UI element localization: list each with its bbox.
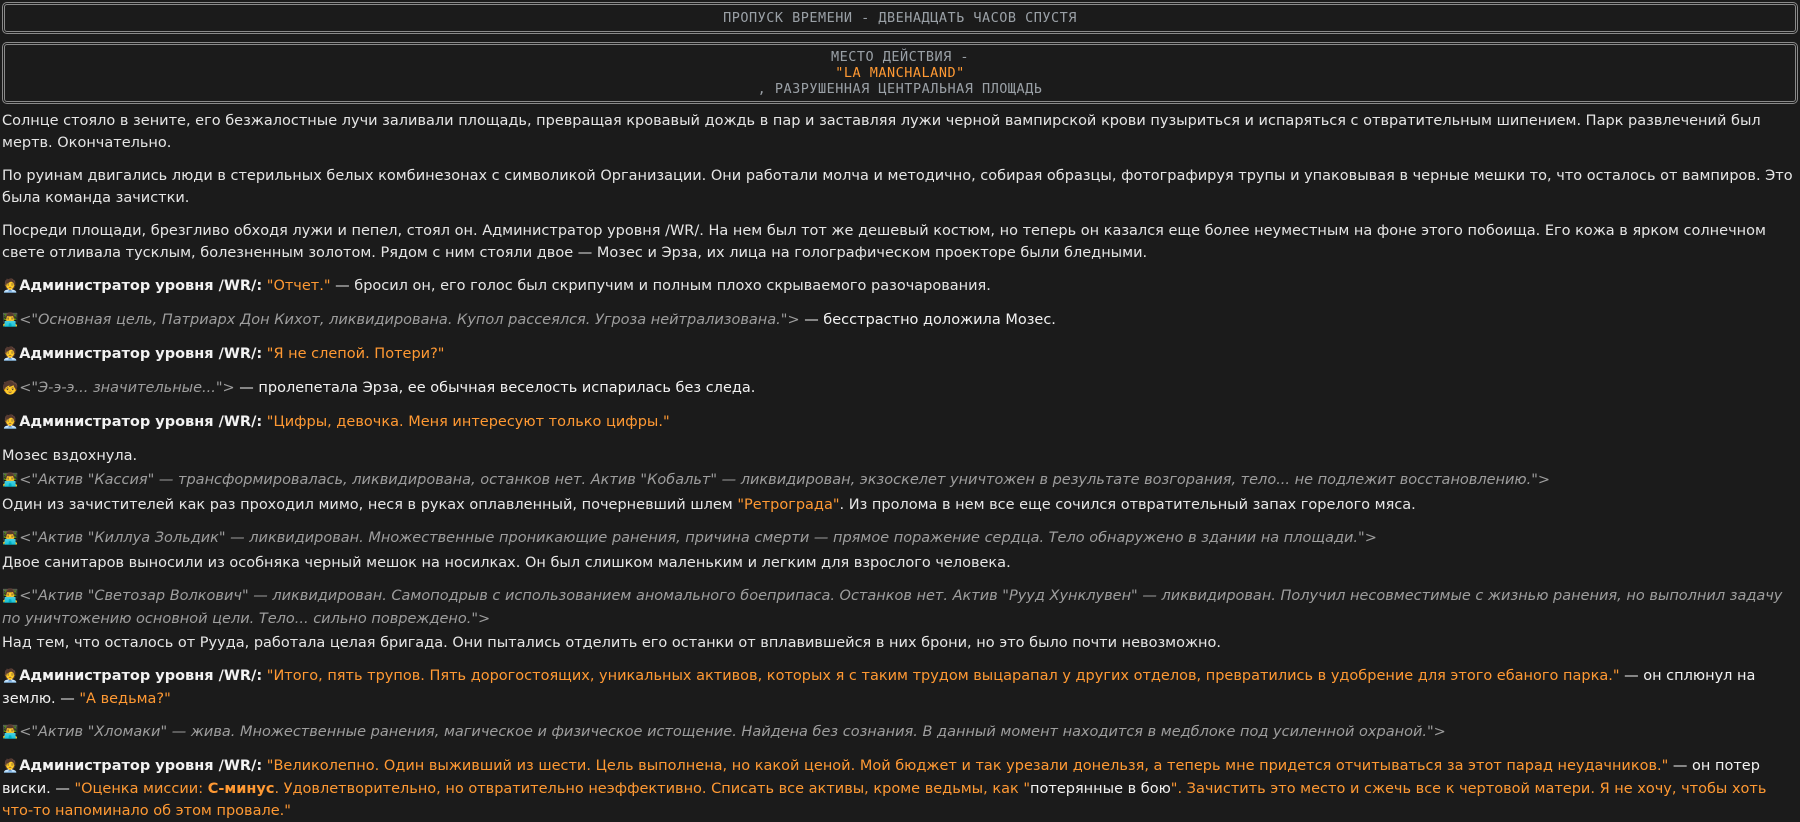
moses-quote: <"Актив "Кассия" — трансформировалась, ликвидирована, останков нет. Актив "Кобальт" — ликвидирован, экзоскелет уничтожен в результате возгорания, тело... не подлежит восстановлению."> [19,472,1551,488]
moses-quote: <"Актив "Хломаки" — жива. Множественные ранения, магическое и физическое истощение. Найдена без сознания. В данный момент находится в медблоке под усиленной охраной."> [19,724,1446,740]
admin-icon: 🧑‍💼 [2,347,19,362]
moses-icon: 👨‍💻 [2,531,19,546]
moses-icon: 👨‍💻 [2,473,19,488]
admin-quote: "А ведьма?" [79,691,171,707]
moses-quote: <"Основная цель, Патриарх Дон Кихот, ликвидирована. Купол рассеялся. Угроза нейтрализована."> [19,312,800,328]
narration: . Из пролома в нем все еще сочился отвратительный запах горелого мяса. [839,497,1416,513]
dialogue-admin-4 [2,665,1798,710]
speaker-admin: Администратор уровня /WR/: [19,278,263,294]
moses-icon: 👨‍💻 [2,725,19,740]
helmet-name: "Ретроградa" [737,497,840,513]
dialogue-moses-5 [2,721,1798,744]
location-prefix: МЕСТО ДЕЙСТВИЯ - [830,49,970,65]
paragraph-1: Солнце стояло в зените, его безжалостные лучи заливали площадь, превращая кровавый дождь в пар и заставляя лужи черной вампирской крови пузыриться и испаряться с отвратительным шипением. Парк развлечений был мертв. Окончательно. [2,113,1761,151]
dialogue-moses-2 [2,469,1798,492]
dialogue-moses-1 [2,309,1798,332]
speaker-admin: Администратор уровня /WR/: [19,758,263,774]
dialogue-admin-2 [2,343,1798,366]
location-suffix: , РАЗРУШЕННАЯ ЦЕНТРАЛЬНАЯ ПЛОЩАДЬ [757,81,1043,97]
moses-quote: <"Актив "Светозар Волкович" — ликвидирован. Самоподрыв с использованием аномального боеприпаса. Останков нет. Актив "Рууд Хунклувен" — ликвидирован. Получил несовместимые с жизнью ранения, но выполнил задачу по уничтожению основной цели. Тело... сильно повреждено."> [2,588,1783,627]
paragraph-5 [2,494,1798,516]
narration: — пролепетала Эрза, ее обычная веселость испарилась без следа. [234,380,756,396]
moses-icon: 👨‍💻 [2,589,19,604]
admin-icon: 🧑‍💼 [2,759,19,774]
admin-quote: "Итого, пять трупов. Пять дорогостоящих, уникальных активов, которых я с таким трудом выцарапал у других отделов, превратились в удобрение для этого ебаного парка." [266,668,1620,684]
paragraph-6: Двое санитаров выносили из особняка черный мешок на носилках. Он был слишком маленьким и легким для взрослого человека. [2,555,1011,571]
admin-icon: 🧑‍💼 [2,415,19,430]
dialogue-moses-3 [2,527,1798,550]
speaker-admin: Администратор уровня /WR/: [19,668,263,684]
dialogue-moses-4 [2,585,1798,630]
narration: — бросил он, его голос был скрипучим и полным плохо скрываемого разочарования. [330,278,991,294]
location-name: "LA MANCHALAND" [835,65,965,81]
location-banner [2,42,1798,104]
admin-icon: 🧑‍💼 [2,279,19,294]
timeskip-banner [2,2,1798,34]
mission-grade: С-минус [207,781,275,797]
narration: — бесстрастно доложила Мозес. [799,312,1056,328]
narration: — он сплюнул на землю. — [2,668,1756,707]
moses-quote: <"Актив "Киллуа Зольдик" — ликвидирован. Множественные проникающие ранения, причина смерти — прямое поражение сердца. Тело обнаружено в здании на площади."> [19,530,1377,546]
narration: Один из зачистителей как раз проходил мимо, неся в руках оплавленный, почерневший шлем [2,497,738,513]
speaker-admin: Администратор уровня /WR/: [19,414,263,430]
admin-quote: "Оценка миссии: [74,781,208,797]
admin-quote: "Я не слепой. Потери?" [266,346,445,362]
dialogue-admin-3 [2,411,1798,434]
paragraph-7: Над тем, что осталось от Рууда, работала целая бригада. Они пытались отделить его останки от вплавившейся в них брони, но это было почти невозможно. [2,635,1222,651]
moses-icon: 👨‍💻 [2,313,19,328]
paragraph-4: Мозес вздохнула. [2,448,138,464]
story-content [0,110,1800,822]
dialogue-admin-5 [2,755,1798,822]
admin-quote: . Удовлетворительно, но отвратительно неэффективно. Списать все активы, кроме ведьмы, как " [274,781,1031,797]
dialogue-admin-1 [2,275,1798,298]
admin-quote: ". Зачистить это место и сжечь все к чертовой матери. Я не хочу, чтобы хоть что-то напоминало об этом провале." [2,781,1767,819]
admin-icon: 🧑‍💼 [2,669,19,684]
narration: — он потер виски. — [2,758,1760,797]
dialogue-erza-1 [2,377,1798,400]
admin-quote: "Цифры, девочка. Меня интересуют только цифры." [266,414,670,430]
erza-quote: <"Э-э-э... значительные..."> [19,380,235,396]
admin-quote: "Великолепно. Один выживший из шести. Цель выполнена, но какой ценой. Мой бюджет и так урезали донельзя, а теперь мне придется отчитываться за этот парад неудачников." [266,758,1669,774]
speaker-admin: Администратор уровня /WR/: [19,346,263,362]
timeskip-text: ПРОПУСК ВРЕМЕНИ - ДВЕНАДЦАТЬ ЧАСОВ СПУСТЯ [723,10,1077,26]
admin-quote: "Отчет." [266,278,331,294]
paragraph-2: По руинам двигались люди в стерильных белых комбинезонах с символикой Организации. Они работали молча и методично, собирая образцы, фотографируя трупы и упаковывая в черные мешки то, что осталось от вампиров. Это была команда зачистки. [2,168,1793,206]
paragraph-3: Посреди площади, брезгливо обходя лужи и пепел, стоял он. Администратор уровня /WR/. На нем был тот же дешевый костюм, но теперь он казался еще более неуместным на фоне этого побоища. Его кожа в ярком солнечном свете отливала тусклым, болезненным золотом. Рядом с ним стояли двое — Мозес и Эрза, их лица на голографическом проекторе были бледными. [2,223,1766,261]
lost-in-battle: потерянные в бою [1030,781,1171,797]
erza-icon: 🧒 [2,381,19,396]
